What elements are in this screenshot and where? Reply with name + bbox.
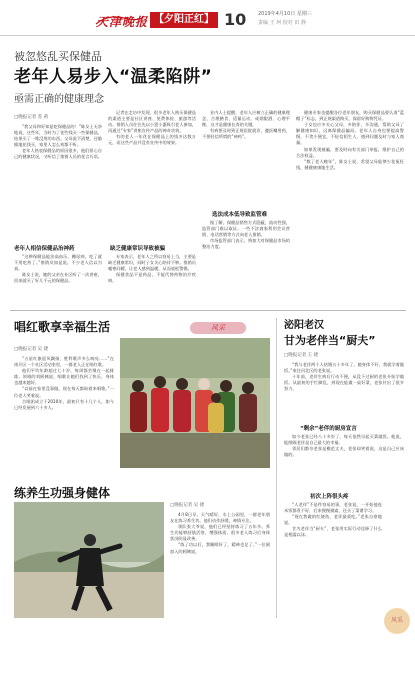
paragraph: “人老伴”不是件容易的事，老张说，一开始他连米饭都煮不好，后来慢慢摸索，还买了菜谱学习。 (284, 502, 382, 514)
lead-column-1b (14, 254, 102, 302)
lead-byline: □晚报记者 苏 莉 (14, 115, 49, 120)
lead-subtitle-2: 缺乏健康常识导致被骗 (110, 246, 166, 252)
story-cook-kicker: 泌阳老汉 (284, 320, 324, 331)
newspaper-logo: 天津晚报 (96, 15, 149, 29)
paragraph: 十年前，老伴生病后行动不便，从没下过厨的老张开始学做饭。从最初的手忙脚乱，到现在能做一桌好菜，老张付出了很多努力。 (284, 374, 404, 392)
lead-column-4 (296, 110, 404, 302)
lead-column-3b (202, 220, 290, 302)
paragraph: 专家表示，老年人之所以容易上当，主要是缺乏健康常识，同时子女关心陪伴不够。推销员嘘寒问暖，让老人感到温暖，从而放松警惕。 (108, 254, 196, 272)
paragraph: 4月8日早，天气晴好，水上公园里，一群老年朋友在练习养生功。他们动作舒缓，神情专注。 (170, 512, 270, 524)
story-singing-column (14, 356, 114, 468)
paragraph: 如果发现被骗，要及时向有关部门举报，维护自己的合法权益。 (296, 146, 404, 158)
paragraph: “五星红旗迎风飘扬，胜利歌声多么响亮……”在南开区一个社区活动室里，一群老人正在唱红歌。 (14, 356, 114, 368)
paragraph: 老年人热衷保健品的原因很多，他们担心自己的健康状况，又听信了推销人员的花言巧语。 (14, 148, 102, 160)
qigong-photo (14, 502, 164, 618)
lead-subhead: 亟需正确的健康理念 (14, 94, 104, 105)
story-cook-column-1 (284, 362, 404, 420)
story-cook-column-3 (284, 502, 382, 632)
paragraph: 有的老人一年花在保健品上的钱多达数万元，而这些产品并没有宣传中的效果。 (108, 134, 196, 146)
paragraph: 如今老张已经八十多岁了，每天依然早起买菜做饭。他说，能照顾老伴是自己最大的幸福。 (284, 434, 404, 446)
paragraph: 陈女士说，她的父亲在社区听了一次讲座，回来就买了好几千元的保健品。 (14, 272, 102, 284)
paragraph: “现在我做的红烧鱼，老伴最爱吃。”老张自豪地说。 (284, 514, 382, 526)
story-cook-subtitle-1: “剩余”老伴的厨房宣言 (300, 426, 357, 432)
paragraph: 子女也应多关心父母，多陪伴、多沟通，帮助父母了解健康知识，远离保健品骗局。老年人自身也要提高警惕，不贪小便宜，不轻信陌生人，遇到问题及时与家人商量。 (296, 122, 404, 146)
paragraph: 记者在走访中发现，很多老年人购买保健品的渠道主要是社区讲座、免费体检、旅游等活动。推销人员往往先以小恩小惠吸引老人参加，再通过“专家”讲座宣传产品的神奇功效。 (108, 110, 196, 134)
story-cook-byline: □晚报记者 王 捷 (284, 353, 319, 358)
editor-credits: 责编 王 珂 校对 田 静 (258, 20, 306, 26)
paragraph: 甘为老伴当“厨夫”，老张用实际行动诠释了什么是相濡以沫。 (284, 526, 382, 538)
lead-headline: 老年人易步入“温柔陷阱” (14, 67, 213, 87)
singing-choir-photo (120, 338, 270, 468)
story-singing-title: 唱红歌享幸福生活 (14, 320, 111, 334)
paragraph: 有病要及时到正规医院就诊，遵医嘱用药，不要轻信所谓的“神药”。 (202, 128, 290, 140)
lead-subtitle-1: 老年人相信保健品治神药 (14, 246, 75, 252)
column-divider (276, 318, 277, 618)
lead-kicker: 被忽悠乱买保健品 (14, 50, 102, 63)
feature-sticker: 风采 (384, 608, 410, 634)
lead-column-3 (202, 110, 290, 206)
paragraph: 领队张大爷说，他们已经坚持练习了五年多。养生功能够舒筋活络、增强体质，很多老人练习后身体状况明显改善。 (170, 524, 270, 542)
lead-column-1 (14, 124, 102, 240)
paragraph: “以前在家里没事做，现在每天都盼着来唱歌。”一位老人笑着说。 (14, 386, 114, 398)
lead-column-2b (108, 254, 196, 302)
story-cook-column-2 (284, 434, 404, 488)
paragraph: “数了老人晚年”，陈女士说，希望父母能够少花冤枉钱，健健康康地生活。 (296, 158, 404, 170)
paragraph: 健康专家也提醒各位老年朋友，购买保健品要认准“蓝帽子”标志，到正规渠道购买，保留好购物凭证。 (296, 110, 404, 122)
paragraph: 据了解，保健品销售方式隐蔽，流动性强，监管部门难以取证。一些不法商家利用会议营销、电话营销等方式向老人推销。 (202, 220, 290, 238)
paragraph: 保健食品不是药品，不能代替药物治疗疾病。 (108, 272, 196, 284)
lead-subtitle-3: 选法成本低导致监管难 (212, 212, 268, 218)
issue-date: 2019年4月10日 星期三 (258, 11, 312, 17)
paragraph: 市场监管部门表示，将加大对保健品市场的整治力度。 (202, 238, 290, 250)
story-singing-byline: □晚报记者 吴 捷 (14, 347, 49, 352)
paragraph: 业内人士提醒，老年人应树立正确的健康理念，合理膳食、适量运动、戒烟限酒、心理平衡，这才是健康长寿的关键。 (202, 110, 290, 128)
paragraph: “我与老伴两个人结婚五十多年了，她身体不好，我就学着做饭。”家住河北区的老张说。 (284, 362, 404, 374)
section-divider (10, 310, 406, 311)
story-cook-title: 甘为老伴当“厨夫” (284, 334, 376, 347)
paragraph: 邻居们都夸老张是模范丈夫，老张却笑着说，这是自己应该做的。 (284, 446, 404, 458)
story-qigong-title: 练养生功强身健体 (14, 486, 111, 500)
section-label: 【夕阳正红】 (150, 12, 218, 28)
masthead (0, 0, 415, 36)
paragraph: “练了功以后，我睡眠好了，精神也足了。”一位刚加入的阿姨说。 (170, 542, 270, 554)
lead-column-2 (108, 110, 196, 240)
page-number: 10 (224, 10, 247, 29)
paragraph: “这种保健品能治高血压、糖尿病，吃了就不用吃药了。”推销员如是说。不少老人信以为真。 (14, 254, 102, 272)
paragraph: 合唱团成立于2010年，最初只有十几个人，如今已经发展到六十多人。 (14, 398, 114, 410)
feature-ribbon: 风采 (190, 322, 246, 334)
paragraph: 他们平均年龄超过七十岁，每周都会聚在一起排练。领唱的刘阿姨说，唱歌让她们找到了快乐，身体也越来越好。 (14, 368, 114, 386)
paragraph: “我父母和好知是吃保健品的！”陈女士无奈地说，这些年，当时为了花些钱买一些保健品，结果买了一堆没用的东西。父母说不清楚，还偷偷地花钱买，家里人怎么劝都不听。 (14, 124, 102, 148)
story-cook-subtitle-2: 初次上阵很头疼 (310, 494, 349, 500)
story-qigong-column (170, 512, 270, 622)
story-qigong-byline: □晚报记者 吴 捷 (170, 503, 205, 508)
